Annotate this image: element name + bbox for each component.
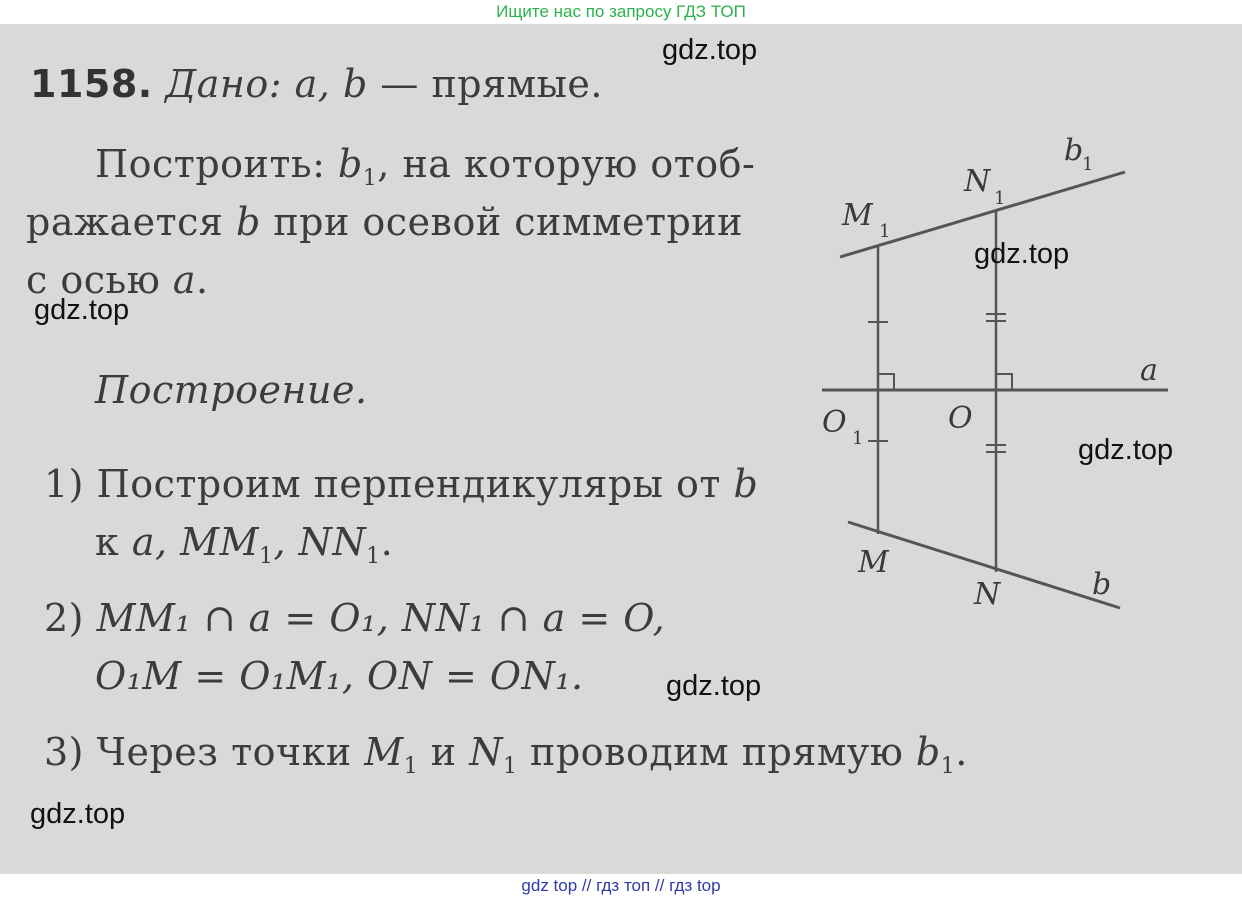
construct-line3-text: с осью	[26, 258, 173, 302]
label-m: M	[858, 545, 889, 580]
step-3-sub-m: 1	[403, 754, 419, 779]
construct-sub: 1	[362, 166, 378, 191]
label-b1: b	[1064, 134, 1084, 168]
step-3-end: .	[955, 730, 968, 774]
construct-rest: , на которую отоб-	[377, 142, 756, 186]
label-a: a	[1140, 353, 1158, 388]
problem-given-line	[30, 62, 603, 106]
watermark: gdz.top	[1078, 434, 1174, 466]
symmetry-figure	[800, 134, 1200, 654]
watermark: gdz.top	[666, 670, 762, 702]
step-3-var-m: M	[364, 730, 404, 774]
construct-line3-var: a	[172, 258, 197, 302]
top-banner[interactable]: Ищите нас по запросу ГДЗ ТОП	[496, 2, 746, 21]
given-label: Дано:	[165, 62, 283, 106]
given-vars: a, b	[294, 62, 368, 106]
step-3-number: 3)	[44, 730, 85, 774]
step-2-line-2: O₁M = O₁M₁, ON = ON₁.	[95, 654, 584, 698]
step-3-text-b: и	[418, 730, 470, 774]
problem-number: 1158.	[30, 62, 153, 106]
step-3-var-n: N	[469, 730, 503, 774]
step-2-number: 2)	[44, 596, 85, 640]
step-1-line2-text: к	[95, 520, 132, 564]
construct-line2-rest: при осевой симметрии	[260, 200, 743, 244]
step-3-text-c: проводим прямую	[517, 730, 916, 774]
label-m1-sub: 1	[879, 221, 891, 242]
label-b1-sub: 1	[1082, 154, 1094, 175]
construct-line2-text: ражается	[26, 200, 236, 244]
watermark: gdz.top	[34, 294, 130, 326]
given-rest: — прямые.	[380, 62, 603, 106]
right-angle-mark-o	[996, 374, 1012, 390]
label-n: N	[974, 577, 1001, 612]
step-1-line2-var: a, MM	[131, 520, 259, 564]
step-1-var: b	[733, 462, 759, 506]
construct-line2-var: b	[235, 200, 261, 244]
watermark: gdz.top	[662, 34, 758, 66]
construct-var: b	[337, 142, 363, 186]
right-angle-mark-o1	[878, 374, 894, 390]
label-o1-sub: 1	[852, 428, 864, 449]
construct-label: Построить:	[95, 142, 326, 186]
step-3-sub-n: 1	[502, 754, 518, 779]
bottom-banner[interactable]: gdz top // гдз топ // гдз top	[521, 876, 721, 895]
step-1-line2-sub2: 1	[366, 544, 381, 569]
watermark: gdz.top	[30, 798, 126, 830]
label-b: b	[1092, 567, 1112, 602]
step-2-line-1	[44, 596, 665, 640]
step-1-line-1	[44, 462, 758, 506]
step-1-text: Построим перпендикуляры от	[96, 462, 734, 506]
watermark: gdz.top	[974, 238, 1070, 270]
step-1-number: 1)	[44, 462, 85, 506]
construction-heading: Построение.	[95, 368, 368, 412]
textbook-page	[0, 24, 1242, 874]
step-2-line1: MM₁ ∩ a = O₁, NN₁ ∩ a = O,	[96, 596, 666, 640]
label-o: O	[948, 401, 973, 436]
step-3-text-a: Через точки	[96, 730, 365, 774]
step-3-sub-b: 1	[940, 754, 956, 779]
label-n1-sub: 1	[994, 188, 1006, 209]
label-n1: N	[964, 164, 991, 199]
label-m1: M	[842, 198, 873, 233]
construct-line3-end: .	[196, 258, 209, 302]
step-1-line2-sub: 1	[258, 544, 274, 569]
construct-line-2	[26, 200, 743, 244]
step-3-var-b: b	[915, 730, 941, 774]
step-1-line-2	[95, 520, 393, 569]
construct-line-1	[95, 142, 755, 191]
step-1-line2-mid: , NN	[273, 520, 367, 564]
step-1-line2-end: .	[380, 520, 394, 564]
label-o1: O	[822, 405, 847, 440]
step-3-line	[44, 730, 968, 779]
